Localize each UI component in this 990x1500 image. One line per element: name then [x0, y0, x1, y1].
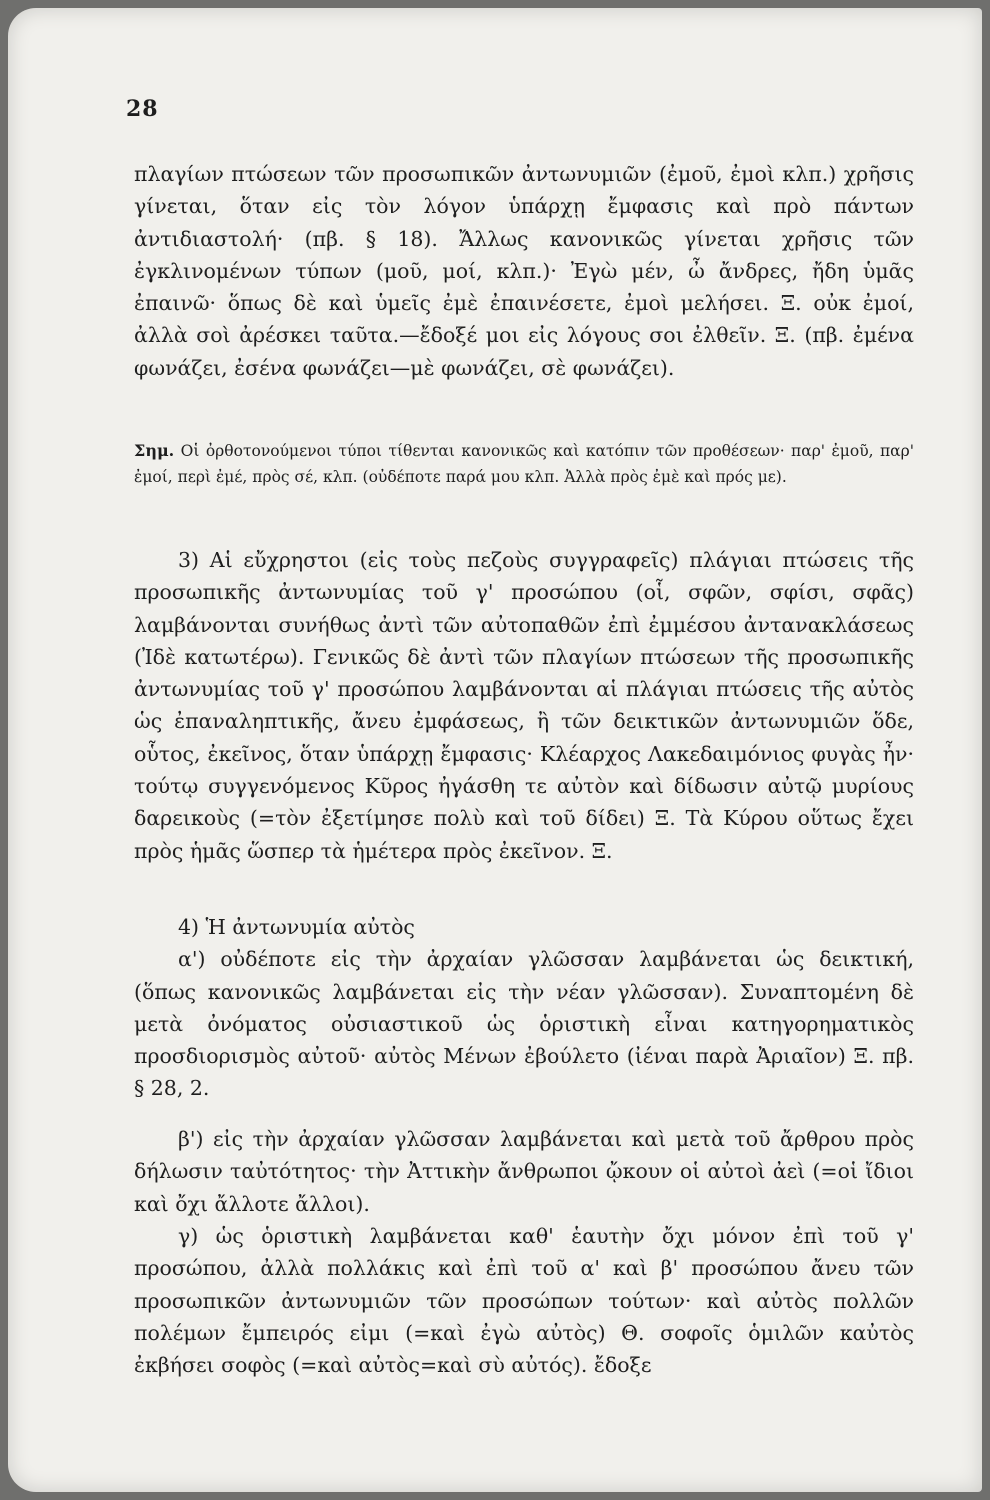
section-3 [134, 544, 914, 867]
note-text: Οἱ ὀρθοτονούμενοι τύποι τίθενται κανονικῶς καὶ κατόπιν τῶν προθέσεων· παρ' ἐμοῦ, παρ' ἐμοί, περὶ ἐμέ, πρὸς σέ, κλπ. (οὐδέποτε παρά μου κλπ. Ἀλλὰ πρὸς ἐμὲ καὶ πρός με). [134, 442, 914, 486]
note-block [134, 438, 914, 490]
section-4-g-text: γ) ὡς ὁριστικὴ λαμβάνεται καθ' ἑαυτὴν ὄχι μόνον ἐπὶ τοῦ γ' προσώπου, ἀλλὰ πολλάκις καὶ ἐπὶ τοῦ α' καὶ β' προσώπου ἄνευ τῶν προσωπικῶν ἀντωνυμιῶν τῶν προσώπων τούτων· καὶ αὐτὸς πολλῶν πολέμων ἔμπειρός εἰμι (=καὶ ἐγὼ αὐτὸς) Θ. σοφοῖς ὁμιλῶν καὐτὸς ἐκβήσει σοφὸς (=καὶ αὐτὸς=καὶ σὺ αὐτός). ἔδοξε [134, 1224, 914, 1378]
book-page [8, 8, 982, 1492]
section-4-b-text: β') εἰς τὴν ἀρχαίαν γλῶσσαν λαμβάνεται καὶ μετὰ τοῦ ἄρθρου πρὸς δήλωσιν ταὐτότητος· τὴν Ἀττικὴν ἄνθρωποι ᾤκουν οἱ αὐτοὶ ἀεὶ (=οἱ ἴδιοι καὶ ὄχι ἄλλοτε ἄλλοι). [134, 1127, 914, 1216]
note-paragraph [134, 438, 914, 490]
section-4-g [134, 1220, 914, 1381]
page-number: 28 [126, 96, 159, 122]
section-4-heading: 4) Ἡ ἀντωνυμία αὐτὸς [178, 915, 415, 939]
note-label: Σημ. [134, 441, 175, 460]
intro-text: πλαγίων πτώσεων τῶν προσωπικῶν ἀντωνυμιῶν (ἐμοῦ, ἐμοὶ κλπ.) χρῆσις γίνεται, ὅταν εἰς τὸν λόγον ὑπάρχῃ ἔμφασις καὶ πρὸ πάντων ἀντιδιαστολή· (πβ. § 18). Ἄλλως κανονικῶς γίνεται χρῆσις τῶν ἐγκλινομένων τύπων (μοῦ, μοί, κλπ.)· Ἐγὼ μέν, ὦ ἄνδρες, ἤδη ὑμᾶς ἐπαινῶ· ὅπως δὲ καὶ ὑμεῖς ἐμὲ ἐπαινέσετε, ἐμοὶ μελήσει. Ξ. οὐκ ἐμοί, ἀλλὰ σοὶ ἀρέσκει ταῦτα.—ἔδοξέ μοι εἰς λόγους σοι ἐλθεῖν. Ξ. (πβ. ἐμένα φωνάζει, ἐσένα φωνάζει—μὲ φωνάζει, σὲ φωνάζει). [134, 162, 914, 380]
section-3-text: 3) Αἱ εὔχρηστοι (εἰς τοὺς πεζοὺς συγγραφεῖς) πλάγιαι πτώσεις τῆς προσωπικῆς ἀντωνυμίας τοῦ γ' προσώπου (οἷ, σφῶν, σφίσι, σφᾶς) λαμβάνονται συνήθως ἀντὶ τῶν αὐτοπαθῶν ἐπὶ ἐμμέσου ἀντανακλάσεως (Ἰδὲ κατωτέρω). Γενικῶς δὲ ἀντὶ τῶν πλαγίων πτώσεων τῆς προσωπικῆς ἀντωνυμίας τοῦ γ' προσώπου λαμβάνονται αἱ πλάγιαι πτώσεις τῆς αὐτὸς ὡς ἐπαναληπτικῆς, ἄνευ ἐμφάσεως, ἢ τῶν δεικτικῶν ἀντωνυμιῶν ὅδε, οὗτος, ἐκεῖνος, ὅταν ὑπάρχῃ ἔμφασις· Κλέαρχος Λακεδαιμόνιος φυγὰς ἦν· τούτῳ συγγενόμενος Κῦρος ἠγάσθη τε αὐτὸν καὶ δίδωσιν αὐτῷ μυρίους δαρεικοὺς (=τὸν ἐξετίμησε πολὺ καὶ τοῦ δίδει) Ξ. Τὰ Κύρου οὕτως ἔχει πρὸς ἡμᾶς ὥσπερ τὰ ἡμέτερα πρὸς ἐκεῖνον. Ξ. [134, 548, 914, 863]
intro-paragraph [134, 158, 914, 384]
section-4 [134, 911, 914, 1105]
section-4-b [134, 1123, 914, 1220]
section-4-a-text: α') οὐδέποτε εἰς τὴν ἀρχαίαν γλῶσσαν λαμβάνεται ὡς δεικτική, (ὅπως κανονικῶς λαμβάνεται εἰς τὴν νέαν γλῶσσαν). Συναπτομένη δὲ μετὰ ὀνόματος οὐσιαστικοῦ ὡς ὁριστικὴ εἶναι κατηγορηματικὸς προσδιορισμὸς αὐτοῦ· αὐτὸς Μένων ἐβούλετο (ἰέναι παρὰ Ἀριαῖον) Ξ. πβ. § 28, 2. [134, 947, 914, 1101]
